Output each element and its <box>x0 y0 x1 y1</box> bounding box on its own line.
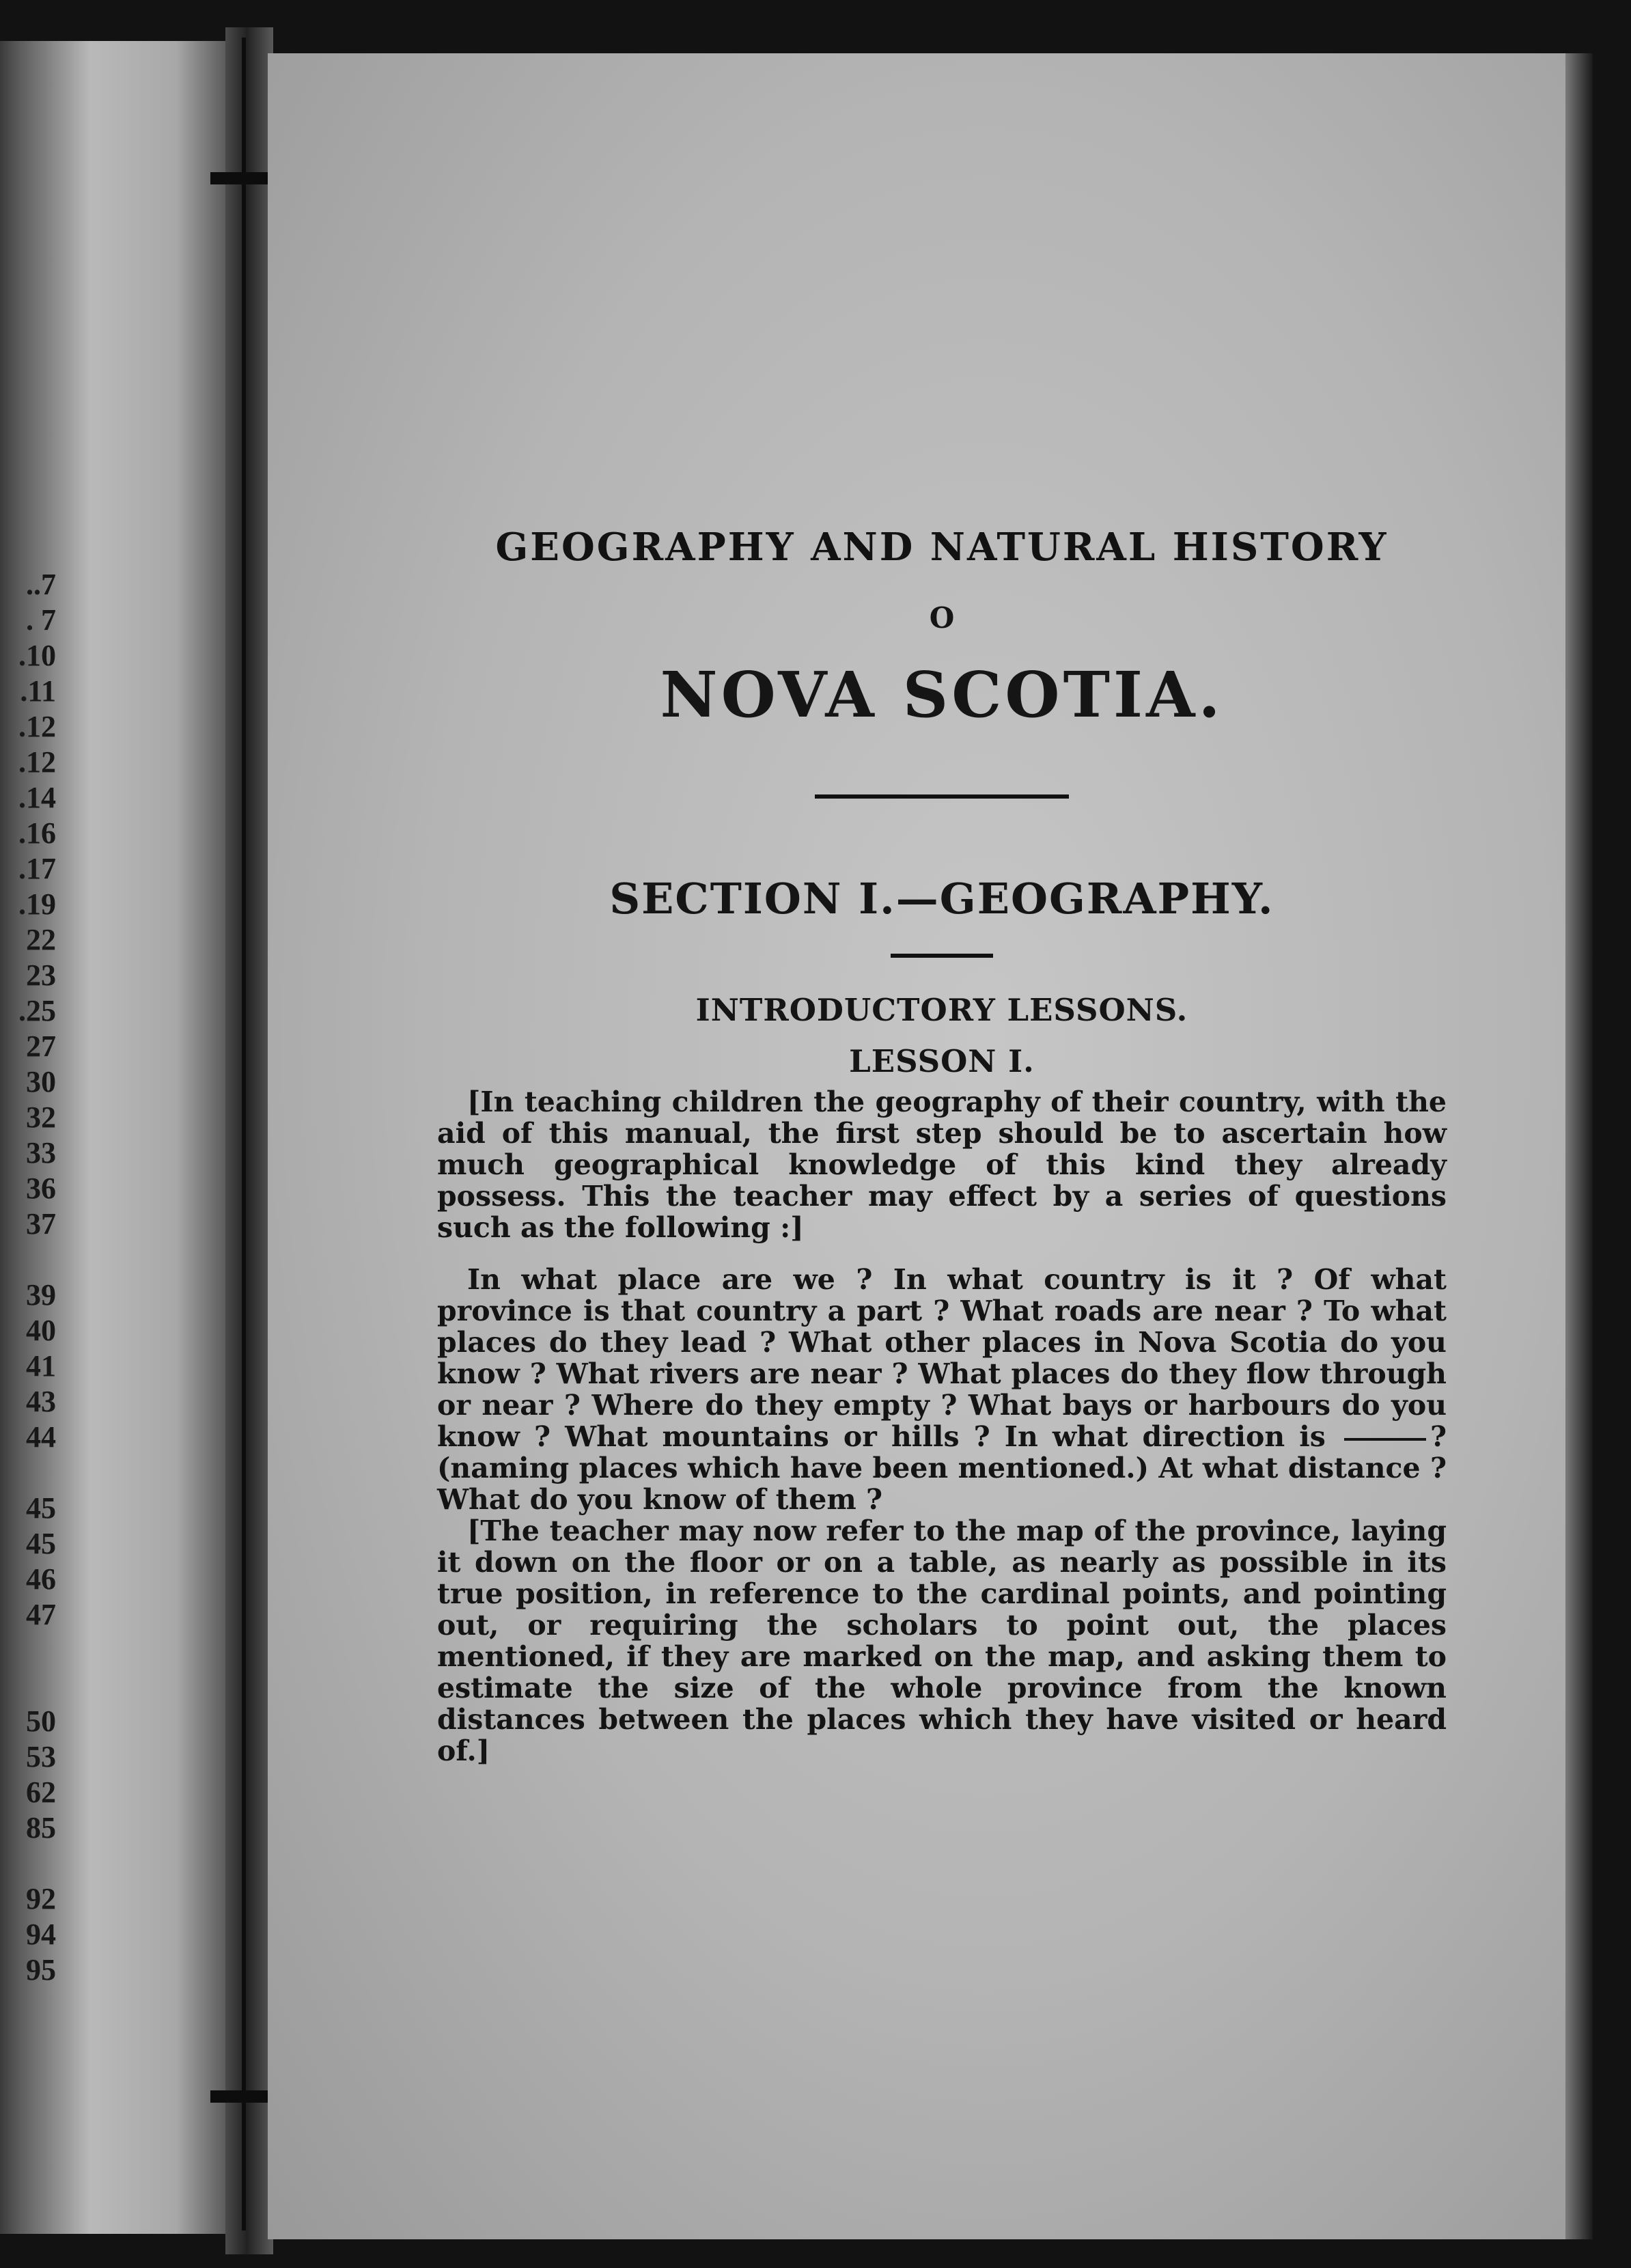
toc-page-number: 41 <box>26 1349 56 1383</box>
toc-page-number: 95 <box>26 1953 56 1987</box>
introductory-lessons-heading: INTRODUCTORY LESSONS. <box>695 992 1188 1028</box>
paragraph-map: [The teacher may now refer to the map of the province, laying it down on the floor or on a table, as nearly as possible in its true position, in reference to the cardinal points, and pointing out, or requiring the scholars to point out, the places mentioned, if they are marked on the map, and asking them to estimate the size of the whole province from the known distances between the places which they have visited or heard of.] <box>437 1515 1447 1767</box>
toc-page-number: .10 <box>18 639 56 672</box>
toc-page-number: 45 <box>26 1491 56 1525</box>
toc-page-number: .25 <box>18 994 56 1027</box>
toc-page-number: 40 <box>26 1314 56 1347</box>
book-page <box>268 53 1572 2239</box>
toc-page-number: 23 <box>26 958 56 992</box>
toc-page-number: .17 <box>18 852 56 885</box>
lesson-heading: LESSON I. <box>849 1043 1035 1079</box>
toc-page-number: .14 <box>18 781 56 814</box>
toc-gap <box>0 1633 56 1668</box>
toc-page-number: 62 <box>26 1775 56 1809</box>
toc-page-number: 33 <box>26 1136 56 1170</box>
toc-page-number: 22 <box>26 923 56 956</box>
toc-page-number: .16 <box>18 816 56 850</box>
toc-page-number: 30 <box>26 1065 56 1098</box>
toc-page-number: 94 <box>26 1918 56 1951</box>
paragraph-questions <box>437 1264 1447 1515</box>
binding-staple-top <box>210 172 276 184</box>
toc-page-number: .11 <box>20 674 56 708</box>
toc-gap <box>0 1455 56 1491</box>
toc-page-number: 45 <box>26 1527 56 1560</box>
toc-page-number: 36 <box>26 1172 56 1205</box>
toc-gap <box>0 1668 56 1704</box>
facing-page-left <box>0 41 225 2234</box>
toc-page-number: 50 <box>26 1704 56 1738</box>
page-content <box>437 525 1447 1767</box>
toc-page-numbers <box>0 567 56 1988</box>
toc-gap <box>0 1242 56 1277</box>
paragraph-intro: [In teaching children the geography of their country, with the aid of this manual, the first step should be to ascertain how much geographical knowledge of this kind they already possess. This the teacher may effect by a series of questions such as the following :] <box>437 1085 1447 1244</box>
toc-page-number: ..7 <box>26 568 56 601</box>
title-line-1: GEOGRAPHY AND NATURAL HISTORY <box>495 525 1389 570</box>
toc-page-number: .19 <box>18 887 56 921</box>
spine-binding-line <box>242 38 246 2230</box>
toc-page-number: 27 <box>26 1029 56 1063</box>
toc-page-number: 32 <box>26 1101 56 1134</box>
toc-page-number: 43 <box>26 1385 56 1418</box>
questions-text-a: In what place are we ? In what country is it ? Of what province is that country a part ? What roads are near ? To what places do they lead ? What other places in Nova Scotia do you know ? What rivers are near ? What places do they flow through or near ? Where do they empty ? What bays or harbours do you know ? What mountains or hills ? In what direction is <box>437 1263 1447 1453</box>
toc-page-number: 53 <box>26 1740 56 1773</box>
blank-line <box>1344 1438 1426 1441</box>
section-heading: SECTION I.—GEOGRAPHY. <box>609 874 1274 924</box>
toc-gap <box>0 1846 56 1881</box>
book-gutter <box>225 27 273 2254</box>
toc-page-number: 47 <box>26 1598 56 1631</box>
page-right-edge <box>1565 53 1593 2239</box>
toc-page-number: 46 <box>26 1562 56 1596</box>
title-rule <box>815 794 1069 799</box>
questions-text-b: ? (naming places which have been mentioned.) At what distance ? What do you know of them ? <box>437 1420 1447 1516</box>
binding-staple-bottom <box>210 2090 276 2103</box>
toc-page-number: 85 <box>26 1811 56 1844</box>
toc-page-number: 37 <box>26 1207 56 1241</box>
toc-page-number: 39 <box>26 1278 56 1312</box>
section-rule <box>891 954 993 958</box>
toc-page-number: .12 <box>18 710 56 743</box>
toc-page-number: 44 <box>26 1420 56 1454</box>
toc-page-number: . 7 <box>26 603 56 637</box>
title-of: O <box>929 601 955 635</box>
title-main: NOVA SCOTIA. <box>660 658 1224 732</box>
toc-page-number: .12 <box>18 745 56 779</box>
toc-page-number: 92 <box>26 1882 56 1916</box>
